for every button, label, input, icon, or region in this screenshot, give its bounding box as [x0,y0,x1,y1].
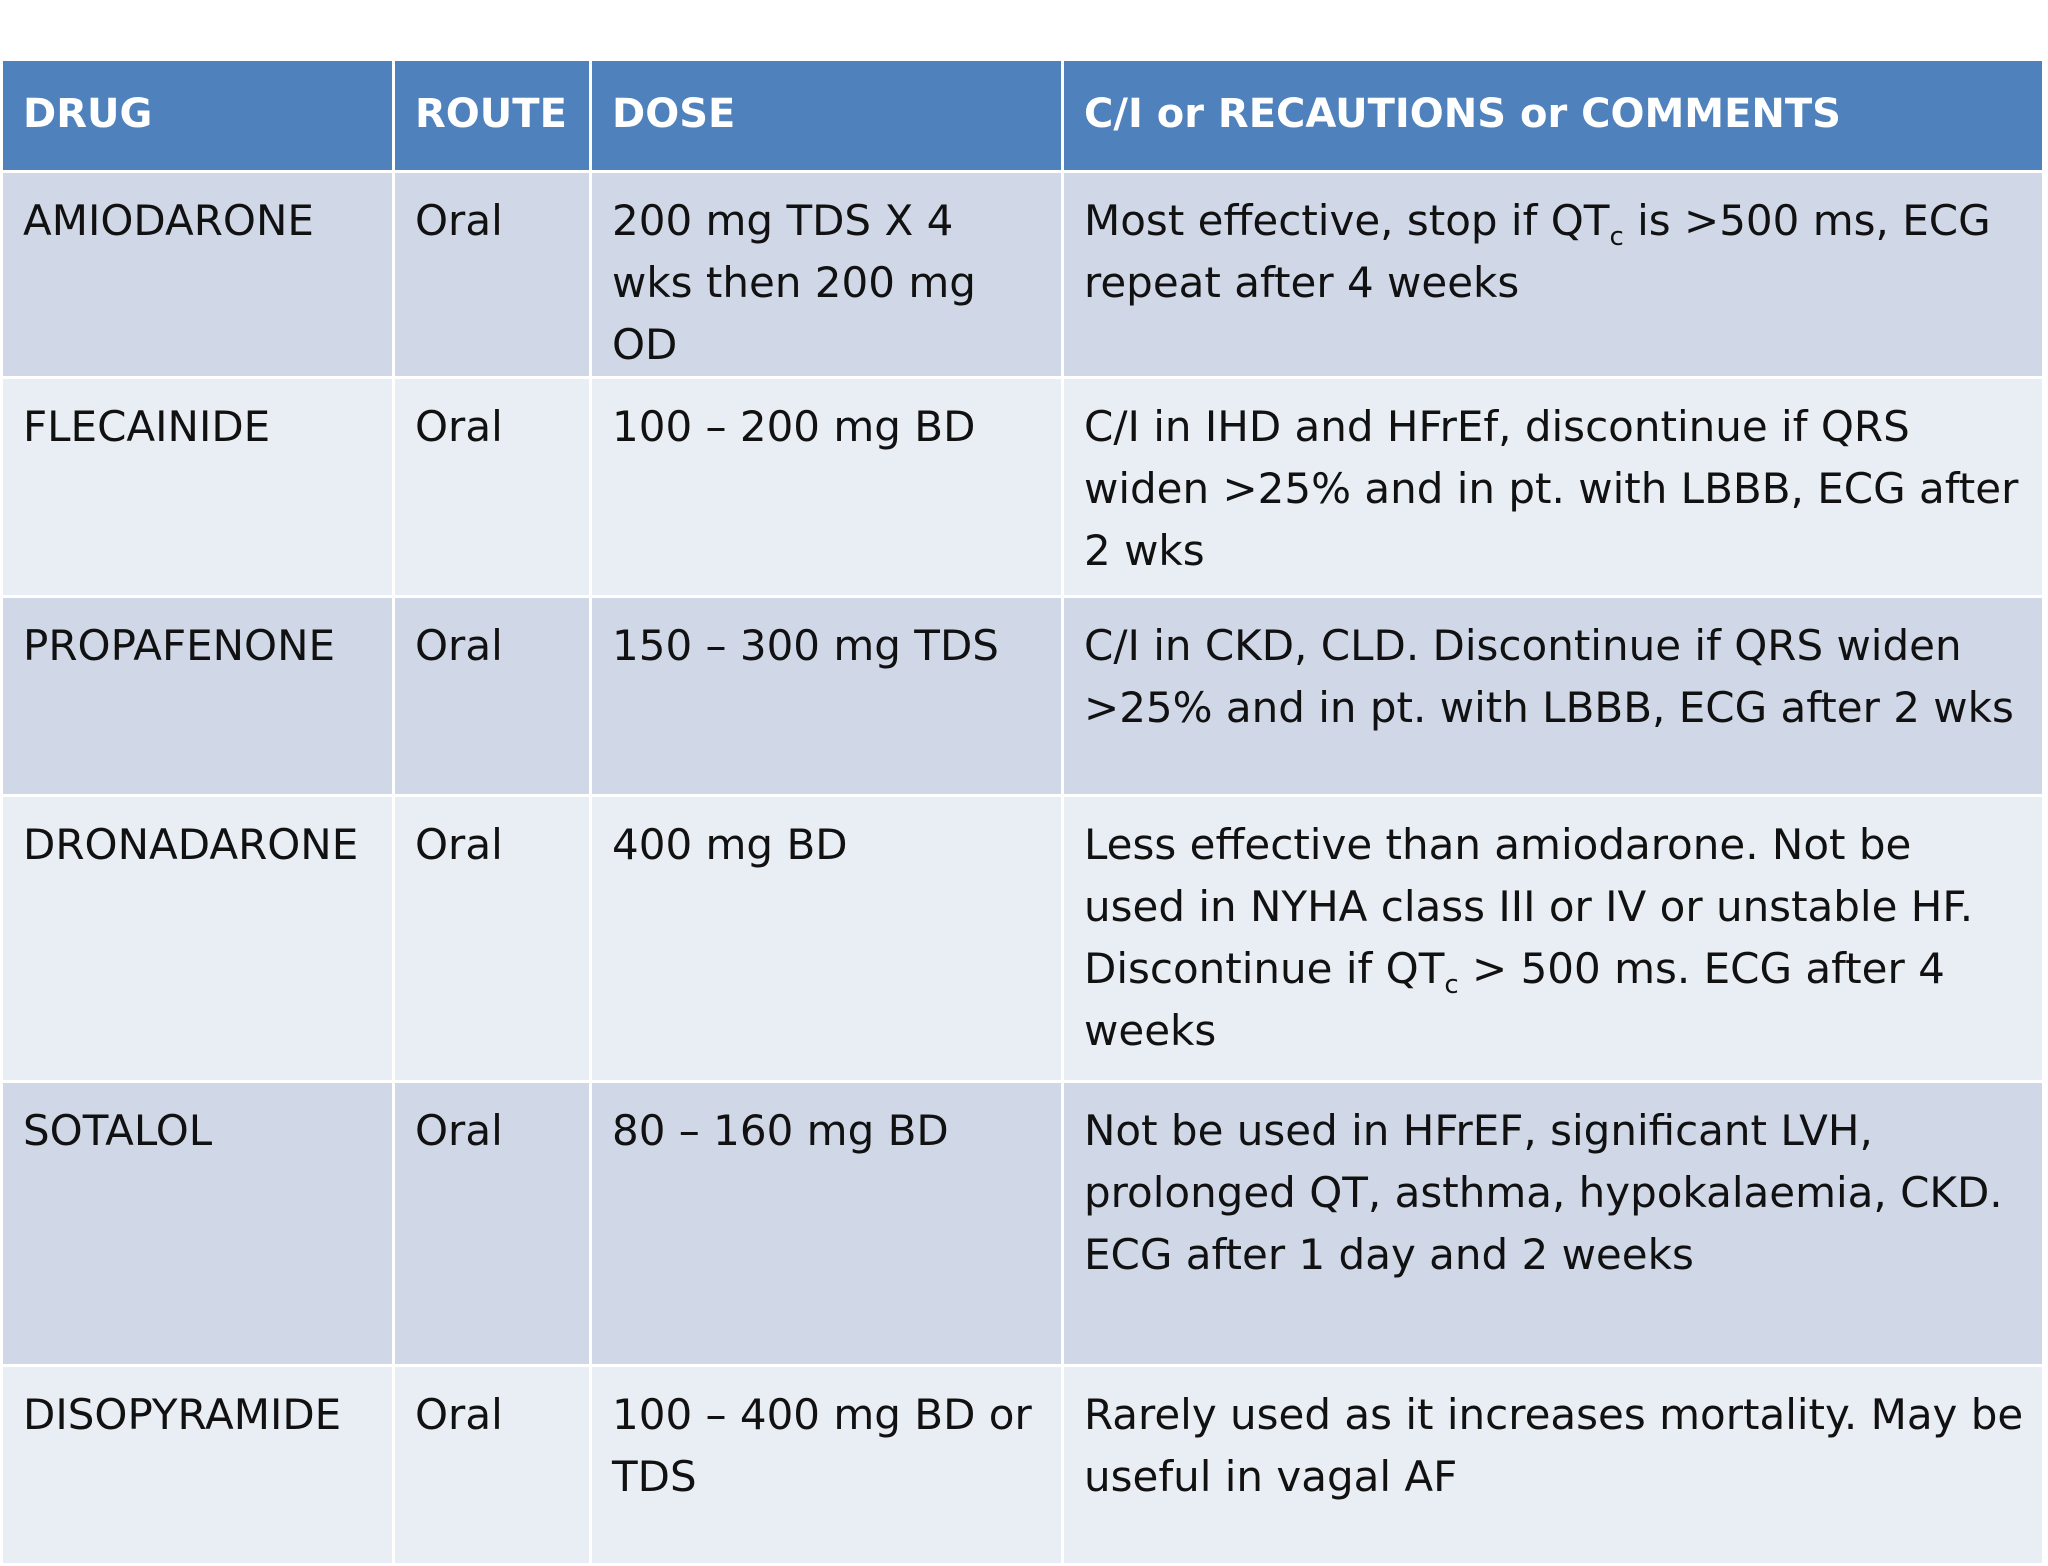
drug-cell: DISOPYRAMIDE [2,1366,394,1565]
header-row [2,60,2044,172]
table-row-propafenone [2,597,2044,796]
comments-cell: C/I in IHD and HFrEf, discontinue if QRS widen >25% and in pt. with LBBB, ECG after 2 wks [1063,378,2044,597]
dose-cell: 150 – 300 mg TDS [591,597,1063,796]
comments-cell: Rarely used as it increases mortality. May be useful in vagal AF [1063,1366,2044,1565]
comments-cell [1063,796,2044,1082]
header-drug: DRUG [2,60,394,172]
drug-cell: DRONADARONE [2,796,394,1082]
comments-text: Less effective than amiodarone. Not be used in NYHA class III or IV or unstable HF. Discontinue if QT [1084,820,1974,993]
table-header [2,60,2044,172]
dose-cell: 100 – 400 mg BD or TDS [591,1366,1063,1565]
dose-cell: 80 – 160 mg BD [591,1082,1063,1366]
header-comments: C/I or RECAUTIONS or COMMENTS [1063,60,2044,172]
table-row-amiodarone [2,172,2044,378]
table-row-sotalol [2,1082,2044,1366]
route-cell: Oral [394,1366,591,1565]
drug-table [0,58,2045,1566]
dose-cell: 400 mg BD [591,796,1063,1082]
dose-cell: 200 mg TDS X 4 wks then 200 mg OD [591,172,1063,378]
comments-text: > 500 ms. ECG after 4 weeks [1084,944,1945,1055]
dose-cell: 100 – 200 mg BD [591,378,1063,597]
route-cell: Oral [394,1082,591,1366]
drug-cell: SOTALOL [2,1082,394,1366]
comments-text: Most effective, stop if QT [1084,196,1610,245]
route-cell: Oral [394,597,591,796]
table-row-flecainide [2,378,2044,597]
table-row-dronadarone [2,796,2044,1082]
comments-cell [1063,172,2044,378]
drug-cell: FLECAINIDE [2,378,394,597]
header-dose: DOSE [591,60,1063,172]
comments-cell: C/I in CKD, CLD. Discontinue if QRS widen >25% and in pt. with LBBB, ECG after 2 wks [1063,597,2044,796]
table-row-disopyramide [2,1366,2044,1565]
header-route: ROUTE [394,60,591,172]
comments-cell: Not be used in HFrEF, significant LVH, prolonged QT, asthma, hypokalaemia, CKD. ECG after 1 day and 2 weeks [1063,1082,2044,1366]
drug-cell: PROPAFENONE [2,597,394,796]
subscript-c: c [1609,222,1624,252]
comments-text: is >500 ms, ECG repeat after 4 weeks [1084,196,1991,307]
route-cell: Oral [394,796,591,1082]
drug-cell: AMIODARONE [2,172,394,378]
route-cell: Oral [394,378,591,597]
route-cell: Oral [394,172,591,378]
table-body [2,172,2044,1565]
subscript-c: c [1444,970,1459,1000]
